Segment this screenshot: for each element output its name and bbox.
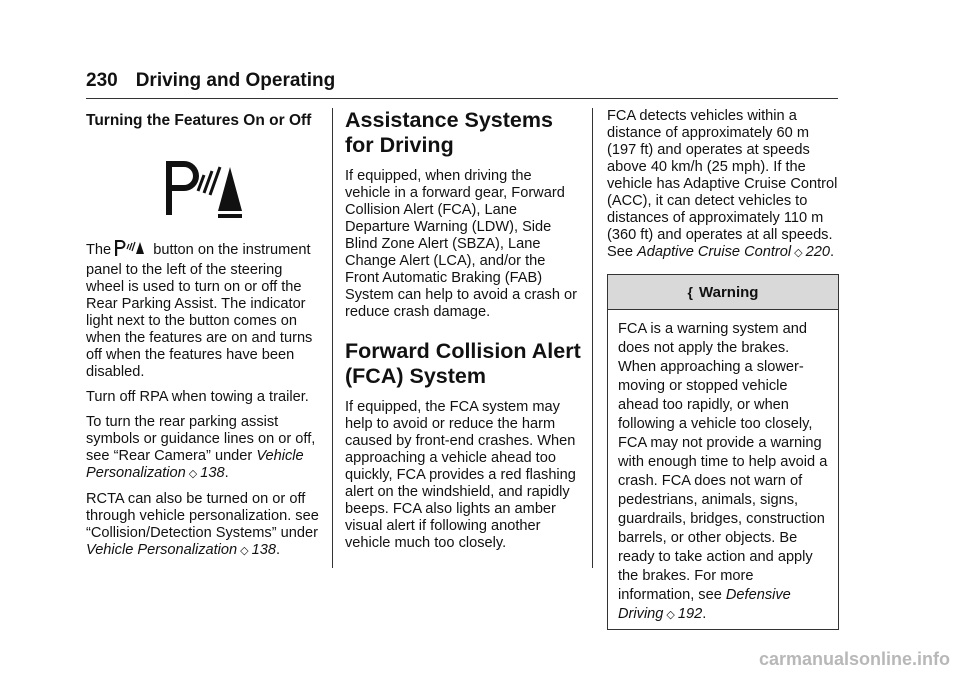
vehicle-personalization-link[interactable]: Vehicle Personalization — [86, 448, 304, 481]
towing-note: Turn off RPA when towing a trailer. — [86, 389, 309, 405]
page-ref-icon: ◇ — [666, 609, 675, 621]
watermark: carmanualsonline.info — [758, 649, 950, 669]
parking-assist-inline-icon — [113, 239, 147, 262]
column-middle — [345, 108, 581, 560]
vehicle-personalization-link[interactable]: Vehicle Personalization — [86, 542, 238, 558]
adaptive-cruise-control-link[interactable]: Adaptive Cruise Control — [637, 244, 792, 260]
page-ref-icon: ◇ — [794, 247, 803, 259]
page-ref-icon: ◇ — [188, 468, 198, 480]
rcta-paragraph: RCTA can also be turned on or off through vehicle personalization. see “Collision/Detection Systems” under Vehicle Personalization ◇ 138. — [86, 491, 319, 558]
warning-title: Warning — [699, 284, 759, 301]
section-title: Driving and Operating — [135, 70, 336, 91]
column-right — [607, 108, 839, 630]
warning-icon: { — [687, 284, 693, 300]
column-divider — [592, 108, 593, 568]
page-header — [86, 70, 838, 99]
defensive-driving-link[interactable]: Defensive Driving — [618, 587, 791, 622]
page-number: 230 — [86, 70, 118, 91]
warning-header — [608, 275, 838, 310]
assistance-systems-paragraph: If equipped, when driving the vehicle in a forward gear, Forward Collision Alert (FCA), Lane Departure Warning (LDW), Side Blind Zone Alert (SBZA), Lane Change Alert (LCA), and/or the Front Automatic Braking (FAB) System can help to avoid a crash or reduce crash damage. — [345, 168, 577, 320]
column-divider — [332, 108, 333, 568]
page-ref-number[interactable]: 138 — [200, 465, 225, 481]
page-ref-icon: ◇ — [240, 545, 249, 557]
fca-detection-paragraph: FCA detects vehicles within a distance of approximately 60 m (197 ft) and operates at speeds above 40 km/h (25 mph). If the vehicle has Adaptive Cruise Control (ACC), it can detect vehicles to distances of approximately 110 m (360 ft) and operates at all speeds. See Adaptive Cruise Control ◇ 220. — [607, 108, 838, 260]
warning-body: FCA is a warning system and does not apply the brakes. When approaching a slower-moving or stopped vehicle ahead too rapidly, or when following a vehicle too closely, FCA may not provide a warning with enough time to help avoid a crash. FCA does not warn of pedestrians, animals, signs, guardrails, bridges, construction barrels, or other objects. Be ready to take action and apply the brakes. For more information, see Defensive Driving ◇ 192. — [618, 321, 828, 622]
column-left — [86, 108, 322, 568]
turning-features-heading: Turning the Features On or Off — [86, 112, 312, 129]
page-ref-number[interactable]: 138 — [251, 542, 276, 558]
button-description: The button on the instrument panel to the left of the steering wheel is used to turn on or off the Rear Parking Assist. The indicator light next to the button comes on when the features are on and turns off when the features have been disabled. — [86, 239, 322, 381]
fca-heading: Forward Collision Alert (FCA) System — [345, 339, 581, 388]
camera-guidance-paragraph: To turn the rear parking assist symbols or guidance lines on or off, see “Rear Camera” under Vehicle Personalization ◇ 138. — [86, 414, 316, 481]
warning-box — [607, 274, 839, 630]
fca-paragraph: If equipped, the FCA system may help to avoid or reduce the harm caused by front-end crashes. When approaching a vehicle ahead too quickly, FCA provides a red flashing alert on the windshield, and rapidly beeps. FCA also lights an amber visual alert if following another vehicle much too closely. — [345, 399, 576, 551]
parking-assist-icon — [86, 157, 322, 221]
page-ref-number[interactable]: 220 — [805, 244, 830, 260]
assistance-systems-heading: Assistance Systems for Driving — [345, 108, 553, 157]
page-ref-number[interactable]: 192 — [677, 606, 703, 622]
